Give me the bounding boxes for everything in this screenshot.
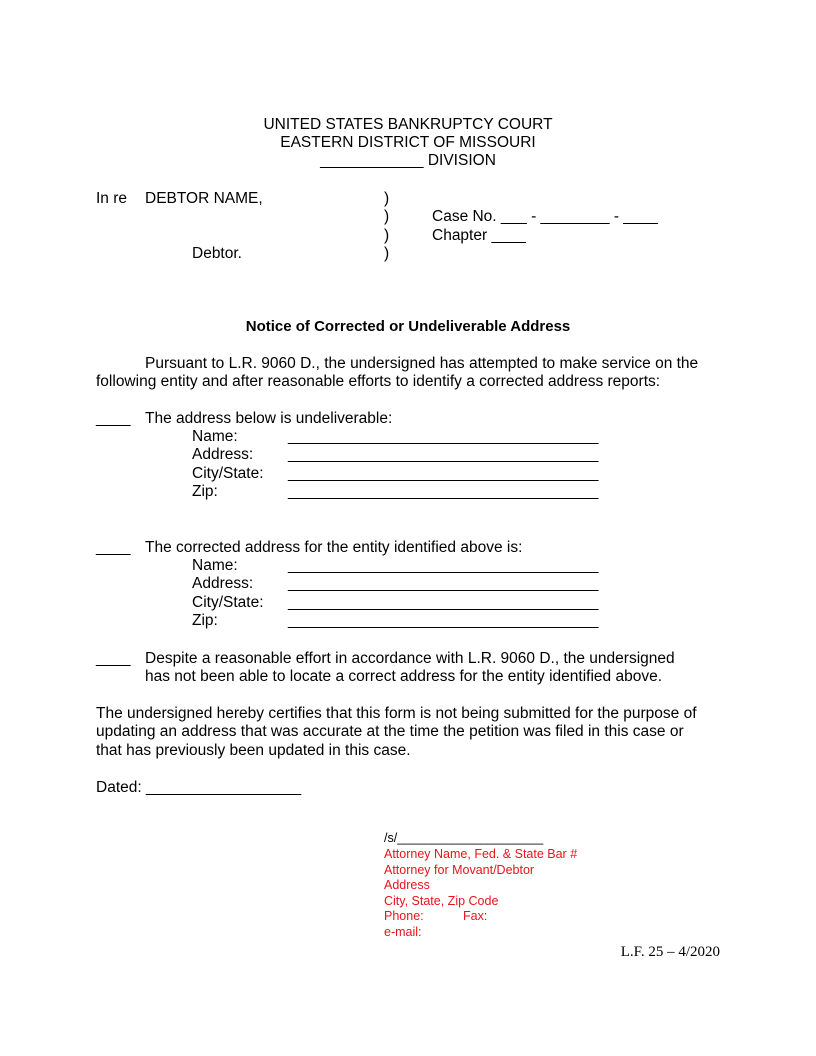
- debtor-label: Debtor.: [192, 245, 242, 262]
- option-undeliverable-label: The address below is undeliverable:: [145, 410, 393, 427]
- debtor-name: DEBTOR NAME,: [145, 190, 263, 207]
- division-line: ____________ DIVISION: [320, 152, 496, 169]
- name-field[interactable]: ____________________________________: [288, 428, 599, 445]
- option-not-located-checkbox[interactable]: ____: [96, 650, 131, 667]
- chapter-number: Chapter ____: [432, 227, 526, 244]
- name-field[interactable]: ____________________________________: [288, 557, 599, 574]
- option-corrected-checkbox[interactable]: ____: [96, 539, 131, 556]
- intro-line-1: Pursuant to L.R. 9060 D., the undersigned has attempted to make service on the: [145, 355, 699, 372]
- notice-title: Notice of Corrected or Undeliverable Address: [245, 318, 571, 335]
- zip-label: Zip:: [192, 612, 218, 629]
- city-state-field[interactable]: ____________________________________: [288, 465, 599, 482]
- court-name: UNITED STATES BANKRUPTCY COURT: [263, 116, 553, 133]
- attorney-city-state-zip: City, State, Zip Code: [384, 894, 499, 908]
- city-state-label: City/State:: [192, 465, 264, 482]
- case-number: Case No. ___ - ________ - ____: [432, 208, 658, 225]
- form-identifier: L.F. 25 – 4/2020: [620, 944, 720, 960]
- address-label: Address:: [192, 446, 254, 463]
- intro-line-2: following entity and after reasonable efforts to identify a corrected address reports:: [96, 373, 661, 390]
- address-field[interactable]: ____________________________________: [288, 575, 599, 592]
- attorney-address: Address: [384, 878, 430, 892]
- certification-line-1: The undersigned hereby certifies that this form is not being submitted for the purpose of: [96, 705, 697, 722]
- zip-field[interactable]: ____________________________________: [288, 612, 599, 629]
- caption-paren: ): [384, 190, 390, 207]
- city-state-field[interactable]: ____________________________________: [288, 594, 599, 611]
- attorney-for: Attorney for Movant/Debtor: [384, 863, 535, 877]
- address-field[interactable]: ____________________________________: [288, 446, 599, 463]
- signature-line[interactable]: /s/_____________________: [384, 831, 544, 845]
- zip-label: Zip:: [192, 483, 218, 500]
- caption-paren: ): [384, 245, 390, 262]
- name-label: Name:: [192, 428, 238, 445]
- option-corrected-label: The corrected address for the entity identified above is:: [145, 539, 523, 556]
- certification-line-2: updating an address that was accurate at the time the petition was filed in this case or: [96, 723, 684, 740]
- name-label: Name:: [192, 557, 238, 574]
- certification-line-3: that has previously been updated in this case.: [96, 742, 411, 759]
- fax-label: Fax:: [463, 909, 488, 923]
- option-not-located-line-2: has not been able to locate a correct address for the entity identified above.: [145, 668, 662, 685]
- email-label: e-mail:: [384, 925, 422, 939]
- option-not-located-line-1: Despite a reasonable effort in accordance with L.R. 9060 D., the undersigned: [145, 650, 675, 667]
- address-label: Address:: [192, 575, 254, 592]
- attorney-name: Attorney Name, Fed. & State Bar #: [384, 847, 578, 861]
- city-state-label: City/State:: [192, 594, 264, 611]
- zip-field[interactable]: ____________________________________: [288, 483, 599, 500]
- caption-paren: ): [384, 208, 390, 225]
- district-name: EASTERN DISTRICT OF MISSOURI: [280, 134, 536, 151]
- caption-paren: ): [384, 227, 390, 244]
- dated-field[interactable]: Dated: __________________: [96, 779, 302, 796]
- in-re-label: In re: [96, 190, 128, 207]
- phone-label: Phone:: [384, 909, 424, 923]
- option-undeliverable-checkbox[interactable]: ____: [96, 410, 131, 427]
